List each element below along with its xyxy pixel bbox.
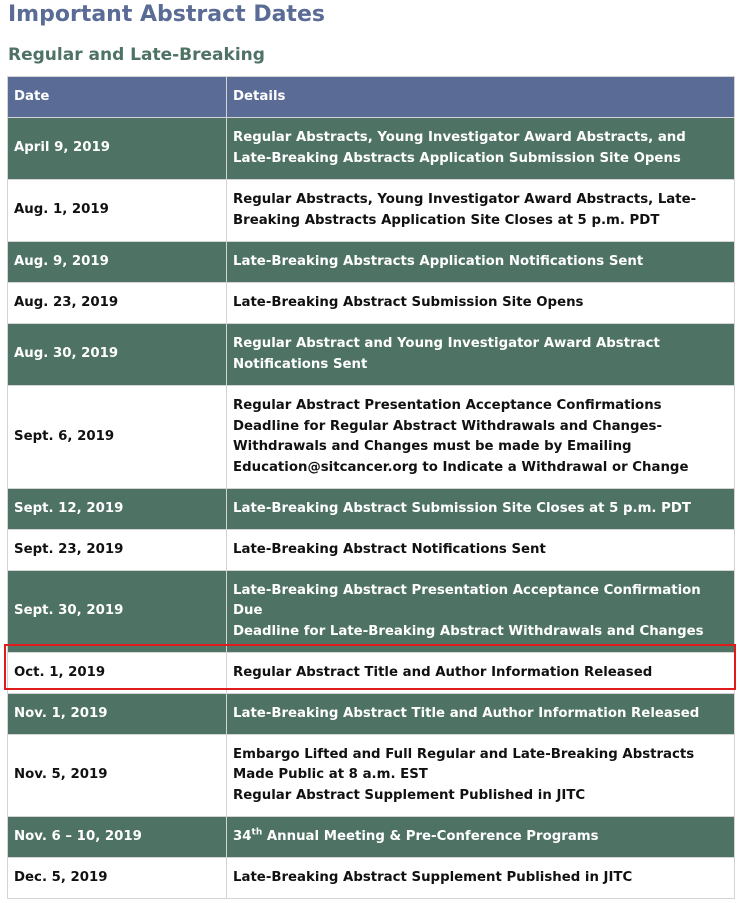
section-title: Regular and Late-Breaking (8, 45, 265, 65)
row-date: April 9, 2019 (8, 118, 227, 180)
row-details-line: Regular Abstract Supplement Published in JITC (233, 787, 586, 803)
row-date: Aug. 30, 2019 (8, 324, 227, 386)
table-row (8, 283, 735, 324)
row-details (227, 571, 735, 653)
row-date: Nov. 5, 2019 (8, 735, 227, 817)
table-row (8, 489, 735, 530)
row-details (227, 694, 735, 735)
row-details (227, 735, 735, 817)
table-row (8, 735, 735, 817)
row-details (227, 817, 735, 858)
row-date: Dec. 5, 2019 (8, 858, 227, 899)
row-date: Nov. 6 – 10, 2019 (8, 817, 227, 858)
table-row (8, 530, 735, 571)
row-date: Nov. 1, 2019 (8, 694, 227, 735)
row-details (227, 386, 735, 489)
table-row (8, 386, 735, 489)
row-details-line: Embargo Lifted and Full Regular and Late-Breaking Abstracts Made Public at 8 a.m. EST (233, 746, 695, 783)
row-details (227, 653, 735, 694)
row-date: Aug. 9, 2019 (8, 242, 227, 283)
ordinal-suffix: th (251, 827, 263, 838)
row-date: Sept. 6, 2019 (8, 386, 227, 489)
row-details (227, 530, 735, 571)
row-details-line: Regular Abstracts, Young Investigator Award Abstracts, Late-Breaking Abstracts Application Site Closes at 5 p.m. PDT (233, 192, 697, 228)
table-row (8, 817, 735, 858)
row-details (227, 118, 735, 180)
row-details (227, 858, 735, 899)
row-details (227, 489, 735, 530)
row-date: Aug. 23, 2019 (8, 283, 227, 324)
page-title: Important Abstract Dates (8, 2, 325, 27)
row-date: Sept. 12, 2019 (8, 489, 227, 530)
row-details-line: Regular Abstract and Young Investigator Award Abstract Notifications Sent (233, 336, 660, 372)
meeting-description: Annual Meeting & Pre-Conference Programs (262, 828, 599, 844)
row-details (227, 283, 735, 324)
row-details-line: Late-Breaking Abstract Presentation Acceptance Confirmation Due (233, 582, 701, 619)
meeting-number: 34 (233, 828, 252, 844)
row-details-line: Deadline for Regular Abstract Withdrawals and Changes-Withdrawals and Changes must be made by Emailing Education@sitcancer.org to Indicate a Withdrawal or Change (233, 418, 689, 475)
table-row (8, 694, 735, 735)
row-details (227, 242, 735, 283)
row-details (227, 324, 735, 386)
table-row (8, 118, 735, 180)
row-details-line: Late-Breaking Abstract Title and Author Information Released (233, 705, 700, 721)
row-details-line: Late-Breaking Abstract Submission Site Closes at 5 p.m. PDT (233, 500, 691, 516)
table-row (8, 571, 735, 653)
row-date: Oct. 1, 2019 (8, 653, 227, 694)
table-row (8, 858, 735, 899)
abstract-dates-table (7, 76, 735, 899)
row-details (227, 180, 735, 242)
date-column-header: Date (8, 77, 227, 118)
row-details-line: Late-Breaking Abstract Notifications Sent (233, 541, 546, 557)
row-details-line: Late-Breaking Abstracts Application Notifications Sent (233, 253, 644, 269)
row-details-line: Deadline for Late-Breaking Abstract Withdrawals and Changes (233, 623, 704, 639)
row-date: Sept. 23, 2019 (8, 530, 227, 571)
row-details-line: Regular Abstract Presentation Acceptance Confirmations (233, 398, 662, 413)
row-date: Sept. 30, 2019 (8, 571, 227, 653)
table-row (8, 324, 735, 386)
details-column-header: Details (227, 77, 735, 118)
row-details-line: Late-Breaking Abstract Supplement Published in JITC (233, 869, 633, 885)
table-row (8, 180, 735, 242)
row-details-line: Regular Abstract Title and Author Information Released (233, 664, 653, 680)
row-details-line (233, 829, 599, 844)
table-header-row (8, 77, 735, 118)
row-details-line: Late-Breaking Abstract Submission Site Opens (233, 294, 584, 310)
table-row-highlighted (8, 653, 735, 694)
row-details-line: Regular Abstracts, Young Investigator Award Abstracts, and Late-Breaking Abstracts Application Submission Site Opens (233, 130, 686, 166)
row-date: Aug. 1, 2019 (8, 180, 227, 242)
table-row (8, 242, 735, 283)
